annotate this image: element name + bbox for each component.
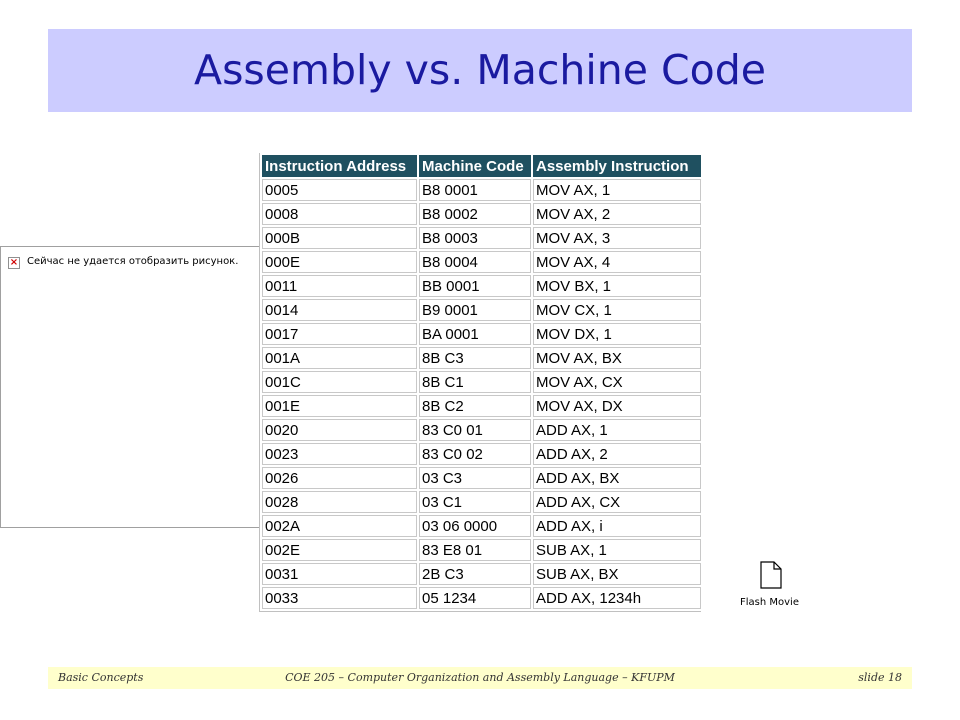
cell-assembly: ADD AX, 1 <box>532 418 702 442</box>
table-row <box>261 346 702 370</box>
cell-machine-code: 2B C3 <box>418 562 532 586</box>
cell-assembly: MOV AX, 2 <box>532 202 702 226</box>
cell-assembly: ADD AX, BX <box>532 466 702 490</box>
table-header-row <box>261 154 702 178</box>
slide-title: Assembly vs. Machine Code <box>194 46 766 94</box>
cell-machine-code: 03 06 0000 <box>418 514 532 538</box>
cell-address: 0017 <box>261 322 418 346</box>
instruction-table <box>260 153 703 611</box>
cell-address: 0008 <box>261 202 418 226</box>
table-row <box>261 442 702 466</box>
cell-address: 0005 <box>261 178 418 202</box>
cell-address: 0023 <box>261 442 418 466</box>
cell-machine-code: 03 C1 <box>418 490 532 514</box>
cell-machine-code: B8 0004 <box>418 250 532 274</box>
footer-slide-number: slide 18 <box>858 671 902 684</box>
cell-address: 001A <box>261 346 418 370</box>
cell-machine-code: 83 C0 02 <box>418 442 532 466</box>
cell-machine-code: BB 0001 <box>418 274 532 298</box>
table-row <box>261 514 702 538</box>
cell-machine-code: 05 1234 <box>418 586 532 610</box>
cell-assembly: MOV DX, 1 <box>532 322 702 346</box>
cell-machine-code: 03 C3 <box>418 466 532 490</box>
cell-machine-code: B8 0003 <box>418 226 532 250</box>
cell-assembly: MOV AX, CX <box>532 370 702 394</box>
cell-address: 000E <box>261 250 418 274</box>
cell-assembly: SUB AX, BX <box>532 562 702 586</box>
table-row <box>261 298 702 322</box>
cell-assembly: MOV AX, 4 <box>532 250 702 274</box>
table-row <box>261 538 702 562</box>
cell-machine-code: 83 E8 01 <box>418 538 532 562</box>
table-row <box>261 466 702 490</box>
table-row <box>261 490 702 514</box>
cell-assembly: MOV CX, 1 <box>532 298 702 322</box>
footer-course: COE 205 – Computer Organization and Assembly Language – KFUPM <box>285 671 675 684</box>
cell-address: 001E <box>261 394 418 418</box>
cell-address: 0033 <box>261 586 418 610</box>
table-row <box>261 322 702 346</box>
cell-assembly: ADD AX, 1234h <box>532 586 702 610</box>
cell-assembly: ADD AX, i <box>532 514 702 538</box>
cell-assembly: MOV AX, DX <box>532 394 702 418</box>
cell-address: 0031 <box>261 562 418 586</box>
cell-assembly: MOV BX, 1 <box>532 274 702 298</box>
cell-address: 002A <box>261 514 418 538</box>
cell-machine-code: 8B C3 <box>418 346 532 370</box>
cell-address: 0026 <box>261 466 418 490</box>
table-row <box>261 274 702 298</box>
cell-address: 0028 <box>261 490 418 514</box>
table-row <box>261 586 702 610</box>
table-row <box>261 562 702 586</box>
cell-machine-code: 8B C1 <box>418 370 532 394</box>
title-bar <box>48 29 912 112</box>
table-row <box>261 370 702 394</box>
document-icon <box>760 561 782 589</box>
broken-image-message: Сейчас не удается отобразить рисунок. <box>27 256 239 267</box>
cell-assembly: MOV AX, 1 <box>532 178 702 202</box>
cell-address: 001C <box>261 370 418 394</box>
flash-movie-label: Flash Movie <box>740 597 799 608</box>
cell-machine-code: BA 0001 <box>418 322 532 346</box>
header-machine-code: Machine Code <box>418 154 532 178</box>
table-row <box>261 202 702 226</box>
cell-machine-code: 83 C0 01 <box>418 418 532 442</box>
table-row <box>261 394 702 418</box>
instruction-table-wrapper <box>259 153 701 612</box>
cell-address: 002E <box>261 538 418 562</box>
table-row <box>261 178 702 202</box>
cell-machine-code: 8B C2 <box>418 394 532 418</box>
broken-image-placeholder <box>0 246 262 528</box>
cell-assembly: SUB AX, 1 <box>532 538 702 562</box>
broken-image-icon: × <box>9 257 19 268</box>
cell-machine-code: B8 0001 <box>418 178 532 202</box>
footer <box>48 667 912 689</box>
table-row <box>261 226 702 250</box>
table-row <box>261 250 702 274</box>
cell-assembly: ADD AX, CX <box>532 490 702 514</box>
cell-address: 0020 <box>261 418 418 442</box>
cell-assembly: MOV AX, 3 <box>532 226 702 250</box>
cell-address: 0014 <box>261 298 418 322</box>
cell-address: 000B <box>261 226 418 250</box>
footer-topic: Basic Concepts <box>58 671 144 684</box>
header-instruction-address: Instruction Address <box>261 154 418 178</box>
cell-machine-code: B9 0001 <box>418 298 532 322</box>
cell-machine-code: B8 0002 <box>418 202 532 226</box>
cell-assembly: ADD AX, 2 <box>532 442 702 466</box>
cell-assembly: MOV AX, BX <box>532 346 702 370</box>
header-assembly-instruction: Assembly Instruction <box>532 154 702 178</box>
table-row <box>261 418 702 442</box>
cell-address: 0011 <box>261 274 418 298</box>
table-body <box>261 178 702 610</box>
